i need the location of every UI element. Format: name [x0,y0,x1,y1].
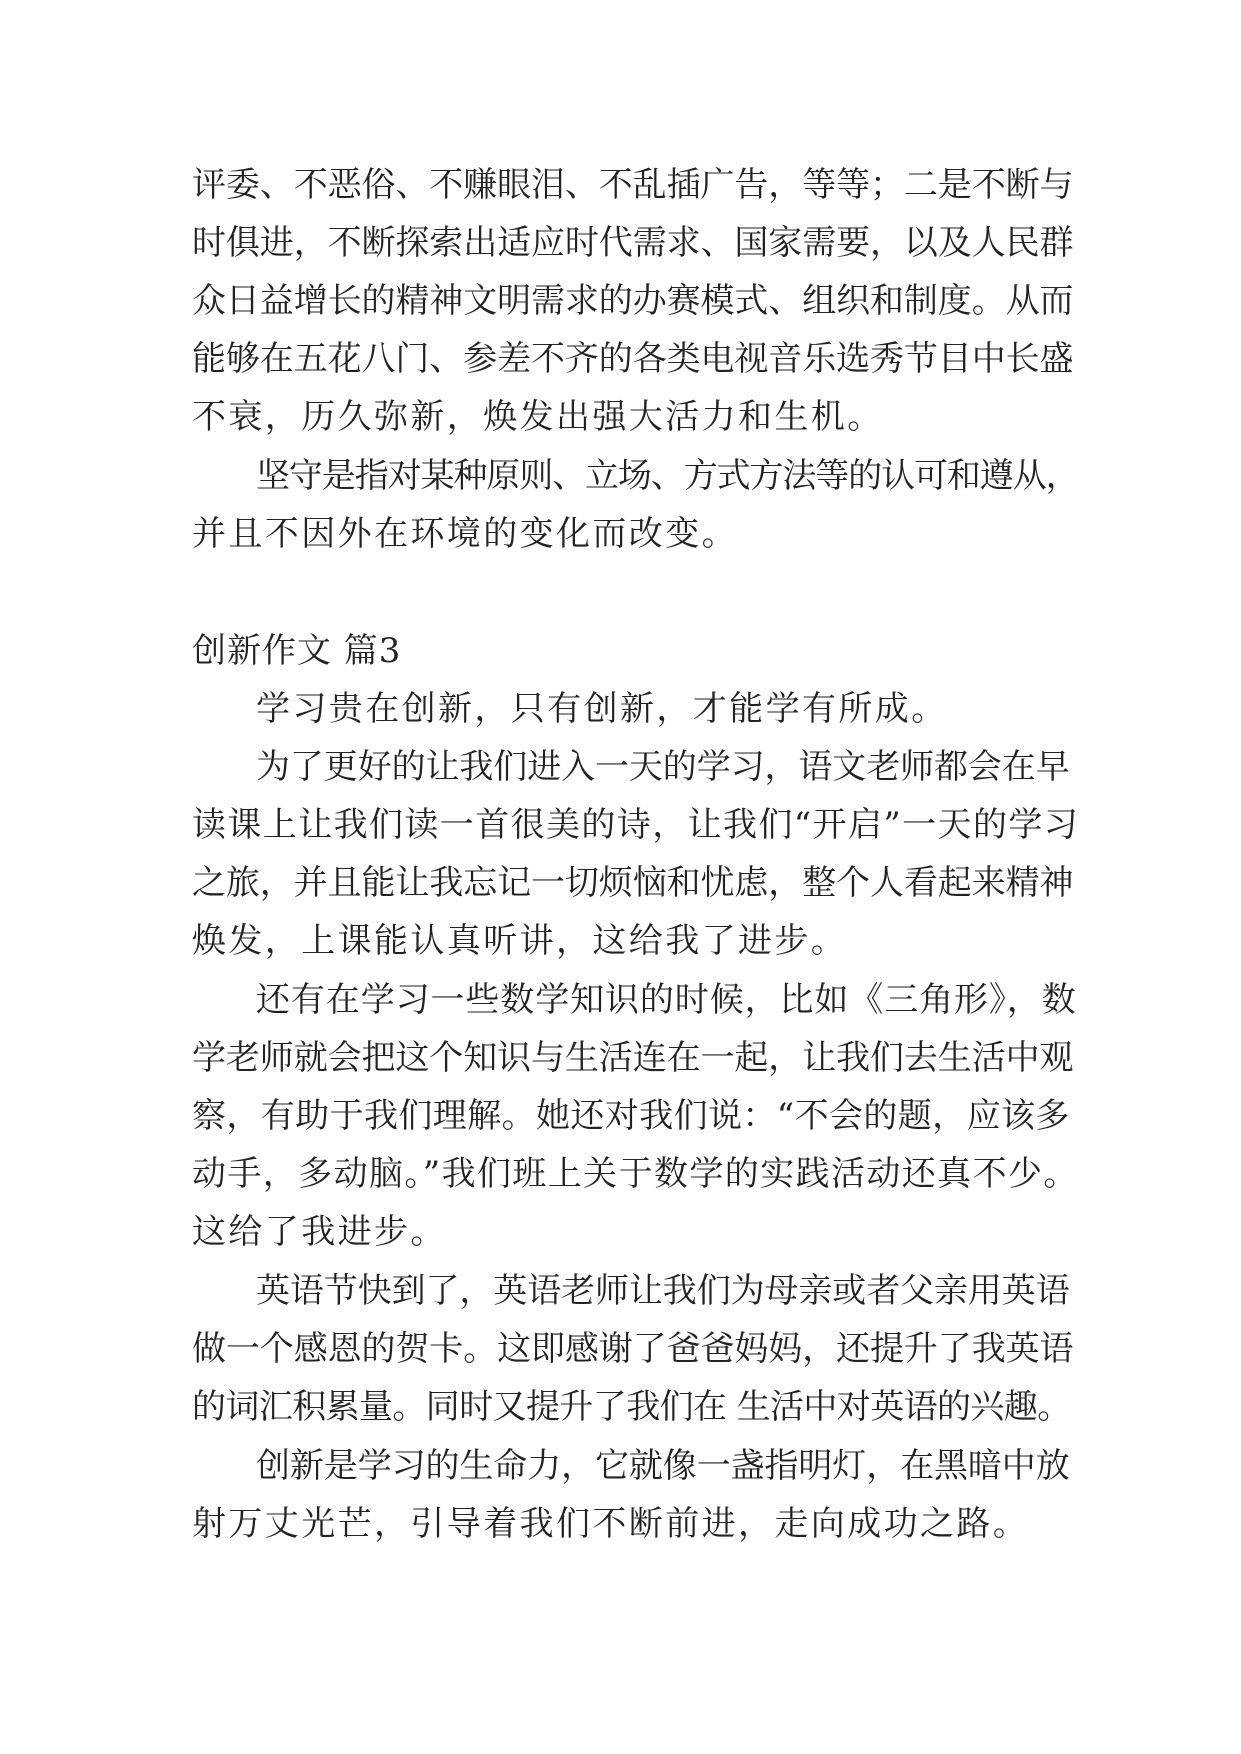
text-line: 射万丈光芒，引导着我们不断前进，走向成功之路。 [192,1504,1030,1544]
text-line: 并且不因外在环境的变化而改变。 [192,514,738,554]
text-line: 动手，多动脑。”我们班上关于数学的实践活动还真不少。 [192,1154,1079,1194]
text-line: 读课上让我们读一首很美的诗，让我们“开启”一天的学习 [192,805,1080,845]
text-line: 英语节快到了，英语老师让我们为母亲或者父亲用英语 [256,1271,1070,1311]
text-line: 之旅，并且能让我忘记一切烦恼和忧虑，整个人看起来精神 [192,863,1074,903]
text-line: 创新是学习的生命力，它就像一盏指明灯，在黑暗中放 [256,1446,1070,1486]
text-line: 学习贵在创新，只有创新，才能学有所成。 [256,689,948,729]
text-line: 众日益增长的精神文明需求的办赛模式、组织和制度。从而 [192,281,1074,321]
text-line: 学老师就会把这个知识与生活连在一起，让我们去生活中观 [192,1038,1074,1078]
text-line: 评委、不恶俗、不赚眼泪、不乱插广告，等等；二是不断与 [192,165,1074,205]
text-line: 还有在学习一些数学知识的时候，比如《三角形》，数 [256,980,1077,1020]
text-line: 焕发，上课能认真听讲，这给我了进步。 [192,921,848,961]
text-line: 为了更好的让我们进入一天的学习，语文老师都会在早 [256,747,1070,787]
text-line: 坚守是指对某种原则、立场、方式方法等的认可和遵从， [256,456,1079,496]
text-line: 时俱进，不断探索出适应时代需求、国家需要，以及人民群 [192,223,1074,263]
text-line: 做一个感恩的贺卡。这即感谢了爸爸妈妈，还提升了我英语 [192,1329,1074,1369]
text-line: 不衰，历久弥新，焕发出强大活力和生机。 [192,397,884,437]
text-line: 这给了我进步。 [192,1212,447,1252]
section-title: 创新作文 篇3 [192,631,402,671]
text-line: 的词汇积累量。同时又提升了我们在 生活中对英语的兴趣。 [192,1387,1071,1427]
text-line: 察，有助于我们理解。她还对我们说：“不会的题，应该多 [192,1096,1070,1136]
text-line: 能够在五花八门、参差不齐的各类电视音乐选秀节目中长盛 [192,339,1074,379]
